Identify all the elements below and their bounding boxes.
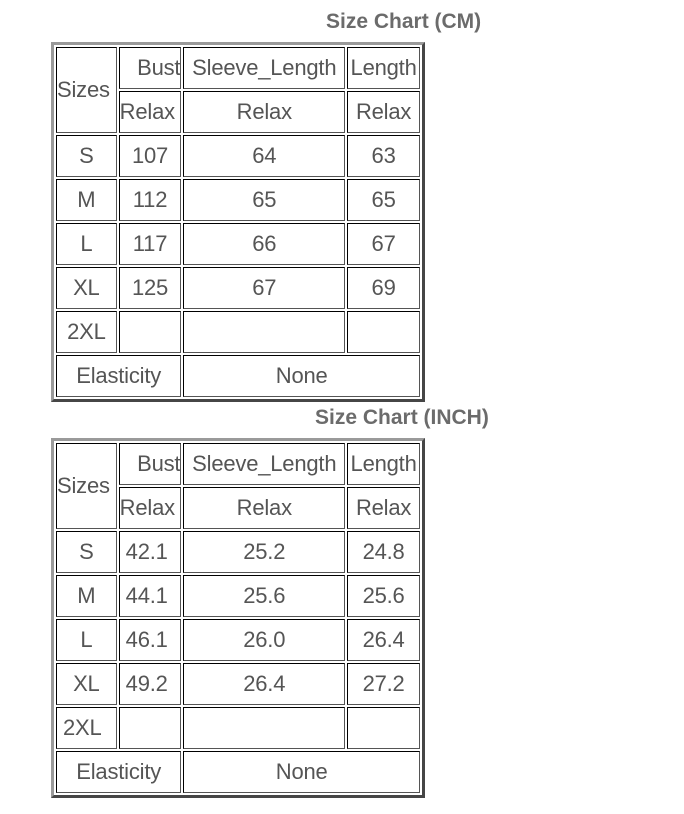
table-row (56, 707, 420, 749)
elasticity-value: None (183, 751, 420, 793)
sleeve-length-cell: 64 (183, 135, 345, 177)
table-row (56, 311, 420, 353)
bust-fit-label: Relax (119, 487, 182, 529)
size-chart-inch-table (51, 438, 425, 798)
bust-cell: 46.1 (119, 619, 182, 661)
sizes-header: Sizes (56, 47, 117, 133)
length-cell (347, 311, 420, 353)
sleeve-length-cell: 26.0 (183, 619, 345, 661)
size-cell: M (56, 575, 117, 617)
size-chart-cm-table (51, 42, 425, 402)
sleeve-length-cell: 67 (183, 267, 345, 309)
sleeve-length-cell (183, 707, 345, 749)
length-header: Length (347, 443, 420, 485)
table-row (56, 619, 420, 661)
sleeve-fit-label: Relax (183, 91, 345, 133)
bust-cell: 125 (119, 267, 182, 309)
table-row (56, 531, 420, 573)
bust-cell: 42.1 (119, 531, 182, 573)
sleeve-length-header: Sleeve_Length (183, 47, 345, 89)
length-cell: 26.4 (347, 619, 420, 661)
sleeve-length-cell: 65 (183, 179, 345, 221)
length-cell: 67 (347, 223, 420, 265)
bust-cell: 117 (119, 223, 182, 265)
size-cell: XL (56, 267, 117, 309)
sleeve-length-cell: 25.2 (183, 531, 345, 573)
length-cell: 69 (347, 267, 420, 309)
bust-cell: 49.2 (119, 663, 182, 705)
size-cell: L (56, 619, 117, 661)
size-cell: 2XL (56, 707, 117, 749)
length-header: Length (347, 47, 420, 89)
sleeve-length-cell: 66 (183, 223, 345, 265)
table-row (56, 223, 420, 265)
elasticity-label: Elasticity (56, 751, 181, 793)
sleeve-length-cell: 26.4 (183, 663, 345, 705)
size-cell: XL (56, 663, 117, 705)
bust-cell: 44.1 (119, 575, 182, 617)
bust-cell: 107 (119, 135, 182, 177)
size-cell: L (56, 223, 117, 265)
bust-header: Bust (119, 443, 182, 485)
sleeve-length-cell (183, 311, 345, 353)
table-row (56, 179, 420, 221)
bust-fit-label: Relax (119, 91, 182, 133)
length-cell: 27.2 (347, 663, 420, 705)
table-row (56, 135, 420, 177)
length-fit-label: Relax (347, 487, 420, 529)
size-chart-inch-title: Size Chart (INCH) (315, 406, 489, 429)
bust-header: Bust (119, 47, 182, 89)
table-header-row (56, 443, 420, 485)
length-fit-label: Relax (347, 91, 420, 133)
size-cell: M (56, 179, 117, 221)
elasticity-row (56, 355, 420, 397)
length-cell: 24.8 (347, 531, 420, 573)
bust-cell: 112 (119, 179, 182, 221)
length-cell: 25.6 (347, 575, 420, 617)
size-cell: 2XL (56, 311, 117, 353)
bust-cell (119, 707, 182, 749)
sleeve-length-cell: 25.6 (183, 575, 345, 617)
elasticity-value: None (183, 355, 420, 397)
length-cell: 65 (347, 179, 420, 221)
sizes-header: Sizes (56, 443, 117, 529)
size-chart-cm-title: Size Chart (CM) (326, 10, 482, 33)
length-cell: 63 (347, 135, 420, 177)
bust-cell (119, 311, 182, 353)
sleeve-length-header: Sleeve_Length (183, 443, 345, 485)
sleeve-fit-label: Relax (183, 487, 345, 529)
elasticity-row (56, 751, 420, 793)
table-row (56, 267, 420, 309)
elasticity-label: Elasticity (56, 355, 181, 397)
table-row (56, 575, 420, 617)
length-cell (347, 707, 420, 749)
size-cell: S (56, 531, 117, 573)
size-cell: S (56, 135, 117, 177)
table-header-row (56, 47, 420, 89)
table-row (56, 663, 420, 705)
